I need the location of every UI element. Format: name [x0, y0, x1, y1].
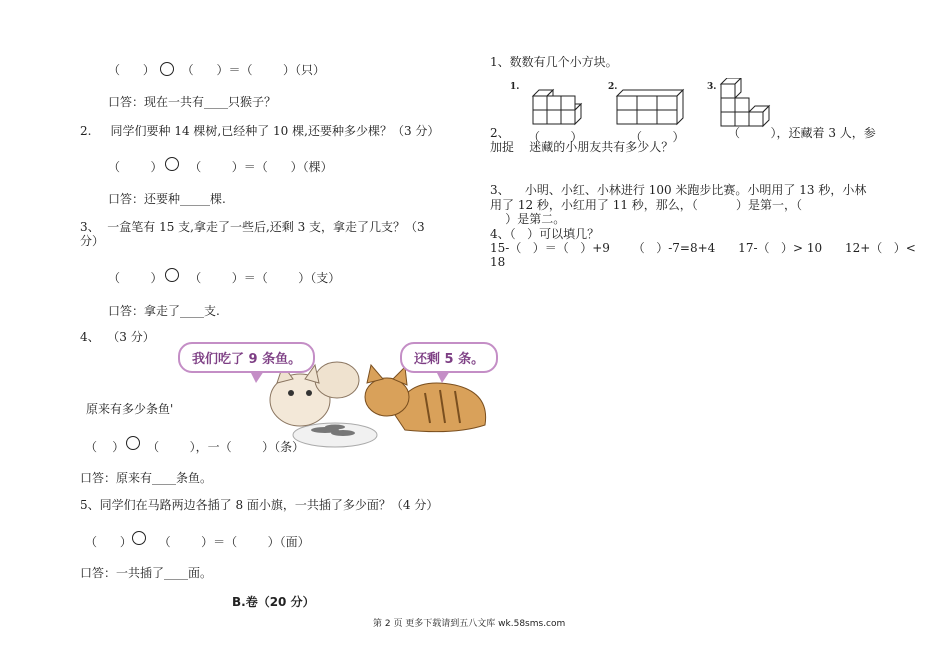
operator-circle[interactable]	[126, 436, 140, 450]
q2-formula: （ ） （ ）＝（ ）（棵）	[108, 160, 333, 174]
q4-question: 原来有多少条鱼'	[86, 402, 174, 416]
q5-text: 5、同学们在马路两边各插了 8 面小旗，一共插了多少面？（4 分）	[80, 498, 439, 512]
fig-label: 3.	[707, 82, 717, 92]
q5-formula: （ ） （ ）＝（ ）（面）	[85, 535, 310, 549]
q2-answer: 口答：还要种_____棵.	[108, 192, 226, 206]
operator-circle[interactable]	[165, 268, 179, 282]
q1-formula: （ ） （ ）＝（ ）（只）	[108, 63, 325, 77]
r2-blank-2: （ ）	[630, 130, 685, 144]
q4-text: 4、 （3 分）	[80, 330, 155, 344]
r4-title: 4、（ ）可以填几？	[490, 227, 600, 241]
r3-line3: ）是第二。	[490, 212, 566, 226]
operator-circle[interactable]	[132, 531, 146, 545]
speech-bubble-right: 还剩 5 条。	[400, 342, 498, 373]
r2-text: 加捉 迷藏的小朋友共有多少人？	[490, 140, 674, 154]
r3-line1: 3、 小明、小红、小林进行 100 米跑步比赛。小明用了 13 秒，小林	[490, 183, 867, 197]
r2-number: 2、	[490, 126, 510, 140]
r2-blank-1: （ ）	[528, 130, 583, 144]
q4-answer: 口答：原来有____条鱼。	[80, 471, 213, 485]
q1-answer: 口答：现在一共有____只猴子？	[108, 95, 277, 109]
cube-figures	[505, 78, 795, 128]
r3-line2: 用了 12 秒，小红用了 11 秒，那么，（ ）是第一，（	[490, 198, 802, 212]
r2-blank-3: （ ），还藏着 3 人，参	[728, 126, 876, 140]
r1-text: 1、数数有几个小方块。	[490, 55, 618, 69]
speech-bubble-left: 我们吃了 9 条鱼。	[178, 342, 315, 373]
fig-label: 2.	[608, 82, 618, 92]
q3-text-cont: 分）	[80, 234, 105, 248]
section-b-heading: B.卷（20 分）	[232, 595, 315, 609]
fig-label: 1.	[510, 82, 520, 92]
q2-text: 2. 同学们要种 14 棵树,已经种了 10 棵,还要种多少棵？（3 分）	[80, 124, 440, 138]
operator-circle[interactable]	[165, 157, 179, 171]
q3-text: 3、 一盒笔有 15 支,拿走了一些后,还剩 3 支，拿走了几支？（3	[80, 220, 425, 234]
page-footer: 第 2 页 更多下载请到五八文库 wk.58sms.com	[373, 619, 566, 629]
q4-formula: （ ） （ ），一（ ）（条）	[85, 440, 305, 454]
q3-formula: （ ） （ ）＝（ ）（支）	[108, 271, 341, 285]
r4-tail: 18	[490, 255, 506, 269]
r4-expressions: 15-（ ）＝（ ）+9 （ ）-7=8+4 17-（ ）> 10 12+（ ）<	[490, 241, 916, 255]
operator-circle[interactable]	[160, 62, 174, 76]
q5-answer: 口答：一共插了____面。	[80, 566, 213, 580]
q3-answer: 口答：拿走了____支.	[108, 304, 220, 318]
